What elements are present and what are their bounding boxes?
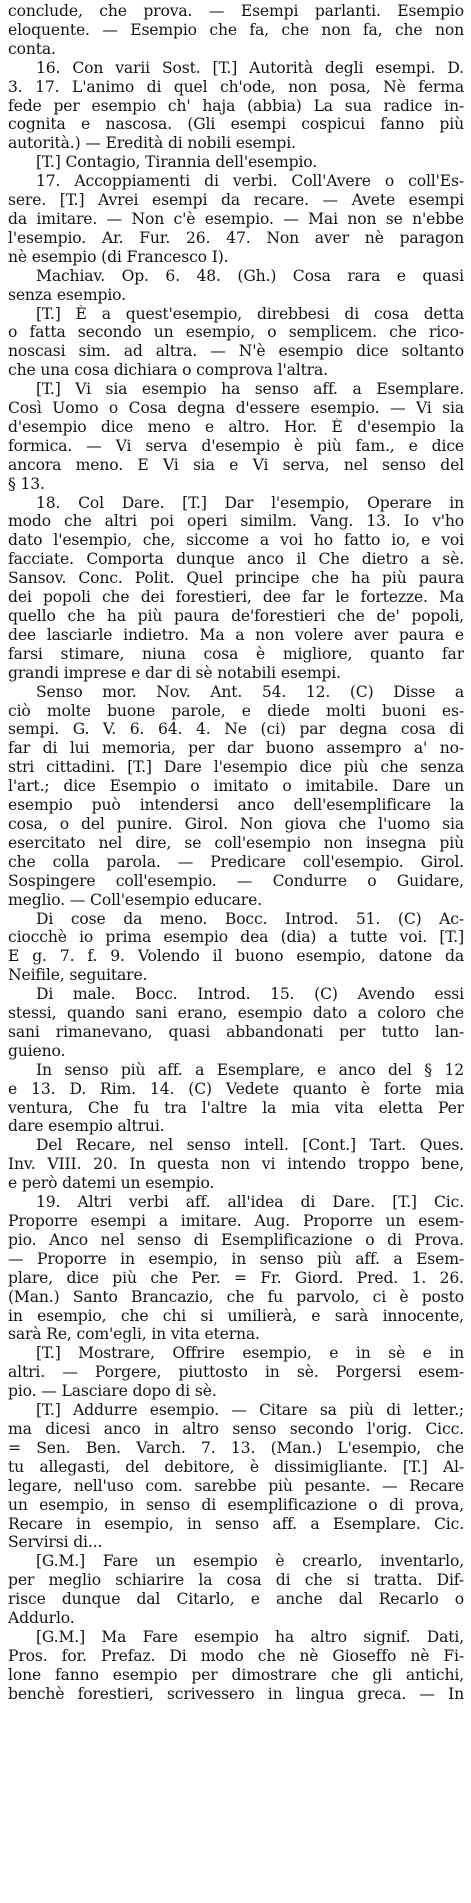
text-line: stessi, quando sani erano, esempio dato a coloro che: [8, 1004, 464, 1023]
text-line: risce dunque dal Citarlo, e anche dal Recarlo o: [8, 1590, 464, 1609]
text-line: 16. Con varii Sost. [T.] Autorità degli esempi. D.: [36, 58, 464, 77]
text-line: (Man.) Santo Brancazio, che fu parvolo, ci è posto: [8, 1287, 464, 1306]
text-line: dato l'esempio, che, siccome a voi ho fatto io, e voi: [8, 531, 464, 550]
text-line: stri cittadini. [T.] Dare l'esempio dice più che senza: [8, 758, 464, 777]
text-line: ma dicesi anco in altro senso secondo l'orig. Cicc.: [8, 1419, 464, 1438]
text-line: dare esempio altrui.: [8, 1117, 165, 1136]
text-line: che una cosa dichiara o comprova l'altra.: [8, 361, 328, 380]
text-line: 17. Accoppiamenti di verbi. Coll'Avere o coll'Es-: [36, 172, 464, 191]
text-line: § 13.: [8, 474, 45, 493]
text-line: Proporre esempi a imitare. Aug. Proporre un esem-: [8, 1212, 464, 1230]
text-line: Neifile, seguitare.: [8, 966, 148, 985]
text-line: ventura, Che fu tra l'altre la mia vita eletta Per: [8, 1098, 464, 1117]
text-line: altri. — Porgere, piuttosto in sè. Porgersi esem-: [8, 1363, 464, 1382]
text-line: dei popoli che dei forestieri, dee far le fortezze. Ma: [8, 588, 464, 607]
text-line: Servirsi di...: [8, 1533, 103, 1552]
text-line: Addurlo.: [8, 1609, 75, 1628]
text-line: modo che altri poi operi similm. Vang. 13. Io v'ho: [8, 512, 464, 531]
text-line: [G.M.] Ma Fare esempio ha altro signif. Dati,: [36, 1627, 464, 1646]
text-line: e però datemi un esempio.: [8, 1174, 215, 1193]
text-line: 18. Col Dare. [T.] Dar l'esempio, Operare in: [36, 493, 464, 512]
text-line: Del Recare, nel senso intell. [Cont.] Tart. Ques.: [36, 1136, 464, 1155]
text-line: quello che ha più paura de'forestieri che de' popoli,: [8, 607, 464, 625]
text-line: [G.M.] Fare un esempio è crearlo, inventarlo,: [36, 1552, 464, 1571]
text-line: conclude, che prova. — Esempi parlanti. Esempio: [8, 2, 464, 20]
text-line: un esempio, in senso di esemplificazione o di prova,: [8, 1495, 464, 1514]
text-line: In senso più aff. a Esemplare, e anco del § 12: [36, 1060, 464, 1079]
text-line: nè esempio (di Francesco I).: [8, 247, 229, 266]
text-line: da imitare. — Non c'è esempio. — Mai non se n'ebbe: [8, 209, 464, 228]
text-line: [T.] È a quest'esempio, direbbesi di cosa detta: [36, 304, 464, 323]
text-line: 19. Altri verbi aff. all'idea di Dare. [T.] Cic.: [36, 1193, 464, 1212]
text-line: sarà Re, com'egli, in vita eterna.: [8, 1325, 260, 1344]
text-line: Sospingere coll'esempio. — Condurre o Guidare,: [8, 871, 464, 890]
text-line: o fatta secondo un esempio, o semplicem. che rico-: [8, 323, 464, 342]
text-line: far di lui memoria, per dar buono assempro a' no-: [8, 739, 464, 758]
text-line: autorità.) — Eredità di nobili esempi.: [8, 134, 296, 153]
text-line: pio. — Lasciare dopo di sè.: [8, 1382, 217, 1401]
text-line: cosa, o del punire. Girol. Non giova che l'uomo sia: [8, 814, 464, 833]
text-line: grandi imprese e dar di sè notabili esempi.: [8, 663, 341, 682]
text-line: sempi. G. V. 6. 64. 4. Ne (ci) par degna cosa di: [8, 720, 464, 739]
text-line: ancora meno. E Vi sia e Vi serva, nel senso del: [8, 455, 464, 474]
text-line: cognita e nascosa. (Gli esempi cospicui fanno più: [8, 115, 464, 134]
text-line: per meglio schiarire la cosa di che si tratta. Dif-: [8, 1571, 464, 1590]
text-line: ciò molte buone parole, e diede molti buoni es-: [8, 701, 464, 720]
text-line: che colla parola. — Predicare coll'esempio. Girol.: [8, 852, 464, 871]
text-line: formica. — Vi serva d'esempio è più fam., e dice: [8, 436, 464, 455]
text-line: esercitato nel dire, se coll'esempio non insegna più: [8, 833, 464, 852]
text-line: conta.: [8, 39, 56, 58]
text-line: e 13. D. Rim. 14. (C) Vedete quanto è forte mia: [8, 1079, 464, 1098]
text-line: ciocchè io prima esempio dea (dia) a tutte voi. [T.]: [8, 928, 464, 947]
text-line: eloquente. — Esempio che fa, che non fa, che non: [8, 20, 464, 39]
text-line: l'esempio. Ar. Fur. 26. 47. Non aver nè paragon: [8, 228, 464, 247]
text-line: pio. Anco nel senso di Esemplificazione o di Prova.: [8, 1230, 464, 1249]
text-line: noscasi sim. ad altra. — N'è esempio dice soltanto: [8, 342, 464, 361]
text-line: benchè forestieri, scrivessero in lingua greca. — In: [8, 1684, 464, 1703]
text-line: Così Uomo o Cosa degna d'essere esempio. — Vi sia: [8, 399, 464, 418]
text-line: legare, nell'uso com. sarebbe più pesante. — Recare: [8, 1476, 464, 1495]
text-line: 3. 17. L'animo di quel ch'ode, non posa, Nè ferma: [8, 77, 464, 96]
text-line: Senso mor. Nov. Ant. 54. 12. (C) Disse a: [36, 682, 464, 701]
text-line: [T.] Mostrare, Offrire esempio, e in sè e in: [36, 1344, 464, 1363]
text-line: [T.] Vi sia esempio ha senso aff. a Esemplare.: [36, 380, 464, 399]
text-line: Sansov. Conc. Polit. Quel principe che ha più paura: [8, 569, 464, 588]
text-line: senza esempio.: [8, 285, 126, 304]
text-line: dee lasciarle indietro. Ma a non volere aver paura e: [8, 625, 464, 644]
text-line: Di cose da meno. Bocc. Introd. 51. (C) Ac-: [36, 909, 464, 928]
text-line: sani rimanevano, quasi abbandonati per tutto lan-: [8, 1022, 464, 1041]
text-line: fede per esempio ch' haja (abbia) La sua radice in-: [8, 96, 464, 115]
text-line: guieno.: [8, 1041, 66, 1060]
text-line: farsi stimare, niuna cosa è migliore, quanto far: [8, 644, 464, 663]
text-line: Di male. Bocc. Introd. 15. (C) Avendo essi: [36, 985, 464, 1004]
text-line: E g. 7. f. 9. Volendo il buono esempio, datone da: [8, 947, 464, 966]
text-line: facciate. Comporta dunque anco il Che dietro a sè.: [8, 550, 464, 569]
text-line: Recare in esempio, in senso aff. a Esemplare. Cic.: [8, 1514, 464, 1533]
text-line: l'art.; dice Esempio o imitato o imitabile. Dare un: [8, 777, 464, 796]
text-line: d'esempio dice meno e altro. Hor. È d'esempio la: [8, 417, 464, 436]
text-line: [T.] Addurre esempio. — Citare sa più di letter.;: [36, 1401, 464, 1420]
text-line: lone fanno esempio per dimostrare che gli antichi,: [8, 1665, 464, 1684]
text-line: tu allegasti, del debitore, è dissimigliante. [T.] Al-: [8, 1457, 464, 1476]
text-line: Pros. for. Prefaz. Di modo che nè Gioseffo nè Fi-: [8, 1646, 464, 1665]
text-line: in esempio, che chi si umilierà, e sarà innocente,: [8, 1306, 464, 1325]
text-line: [T.] Contagio, Tirannia dell'esempio.: [36, 153, 318, 172]
text-line: Machiav. Op. 6. 48. (Gh.) Cosa rara e quasi: [36, 266, 464, 285]
text-line: Inv. VIII. 20. In questa non vi intendo troppo bene,: [8, 1155, 464, 1174]
text-line: plare, dice più che Per. = Fr. Giord. Pred. 1. 26.: [8, 1268, 464, 1287]
text-line: = Sen. Ben. Varch. 7. 13. (Man.) L'esempio, che: [8, 1438, 464, 1457]
text-line: meglio. — Coll'esempio educare.: [8, 890, 262, 909]
text-line: — Proporre in esempio, in senso più aff. a Esem-: [8, 1249, 464, 1268]
text-line: sere. [T.] Avrei esempi da recare. — Avete esempi: [8, 191, 464, 210]
text-line: esempio può intendersi anco dell'esemplificare la: [8, 796, 464, 815]
